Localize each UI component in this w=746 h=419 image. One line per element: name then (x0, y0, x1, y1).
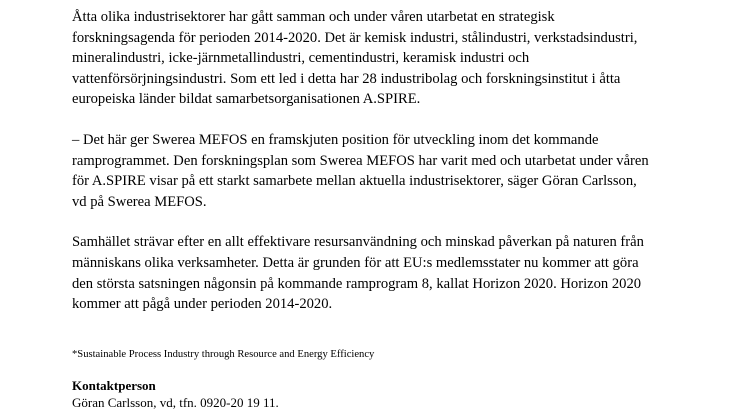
paragraph-intro (72, 7, 672, 110)
text-line: mineralindustri, icke-järnmetallindustri, cementindustri, keramisk industri och (72, 50, 530, 67)
text-line: – Det här ger Swerea MEFOS en framskjuten position för utveckling inom det kommande (72, 131, 599, 148)
text-line: Samhället strävar efter en allt effektivare resursanvändning och minskad påverkan på naturen från (72, 234, 644, 251)
contact-heading: Kontaktperson (72, 378, 156, 393)
text-line: forskningsagenda för perioden 2014-2020. Det är kemisk industri, stålindustri, verkstadsindustri, (72, 29, 638, 46)
text-line: vd på Swerea MEFOS. (72, 193, 207, 210)
text-line: för A.SPIRE visar på ett starkt samarbete mellan aktuella industrisektorer, säger Göran Carlsson, (72, 173, 637, 190)
contact-details: Göran Carlsson, vd, tfn. 0920-20 19 11. (72, 395, 279, 410)
paragraph-horizon-2020 (72, 232, 672, 314)
text-line: den största satsningen någonsin på kommande ramprogram 8, kallat Horizon 2020. Horizon 2020 (72, 275, 642, 292)
text-line: Åtta olika industrisektorer har gått samman och under våren utarbetat en strategisk (72, 9, 555, 25)
text-line: ramprogrammet. Den forskningsplan som Swerea MEFOS har varit med och utarbetat under våren (72, 152, 649, 169)
paragraph-quote (72, 130, 672, 212)
text-line: kommer att pågå under perioden 2014-2020. (72, 296, 333, 313)
text-line: vattenförsörjningsindustri. Som ett led i detta har 28 industribolag och forskningsinstitut i åtta (72, 70, 621, 87)
text-line: människans olika verksamheter. Detta är grunden för att EU:s medlemsstater nu kommer att göra (72, 254, 639, 271)
article-body (72, 7, 672, 315)
footnote: *Sustainable Process Industry through Resource and Energy Efficiency (72, 349, 375, 360)
text-line: europeiska länder bildat samarbetsorganisationen A.SPIRE. (72, 91, 421, 108)
